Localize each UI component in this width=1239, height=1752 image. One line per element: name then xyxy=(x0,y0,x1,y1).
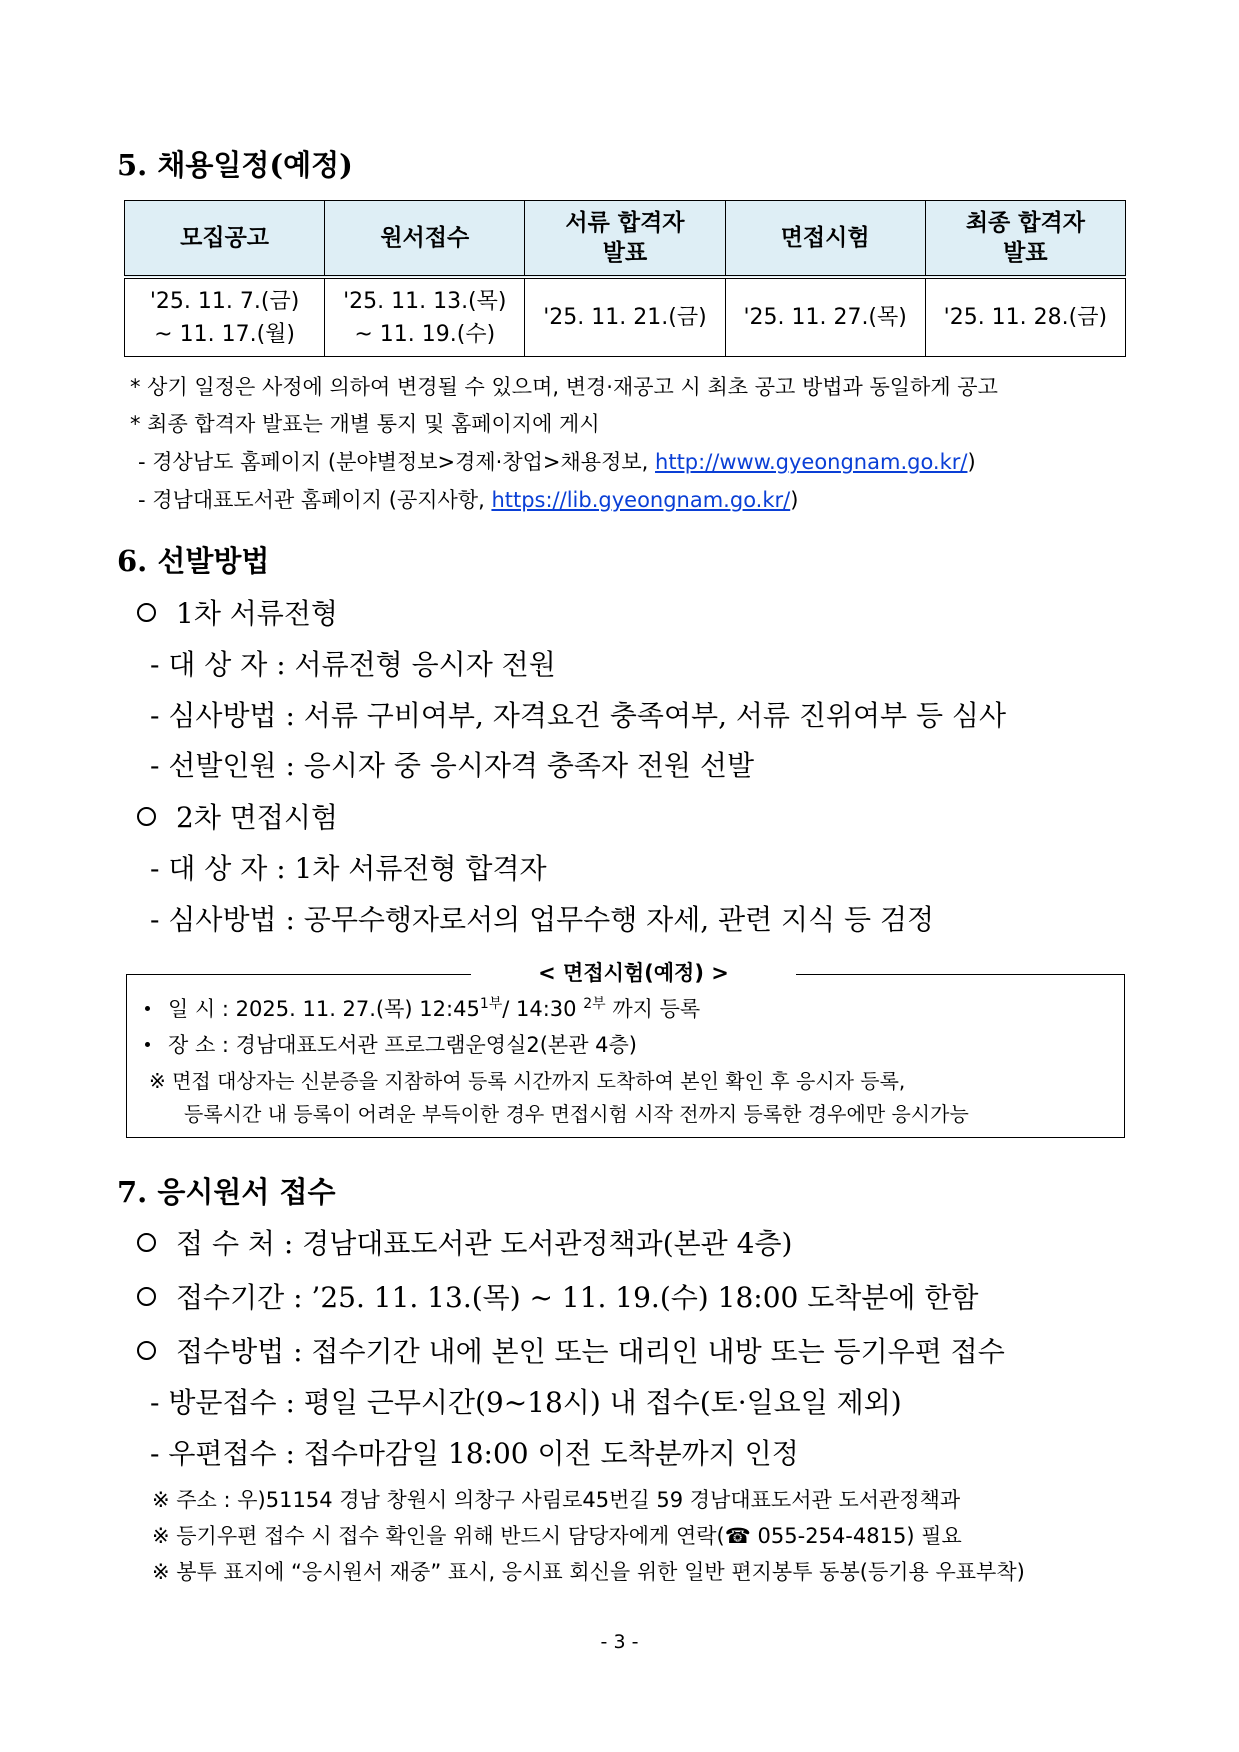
stage1-heading: 1차 서류전형 xyxy=(137,592,338,632)
dot-bullet-icon xyxy=(145,1042,150,1047)
interview-info-box xyxy=(126,961,1125,1138)
section-5-title: 5. 채용일정(예정) xyxy=(117,148,353,182)
date-interview: '25. 11. 27.(목) xyxy=(725,277,925,357)
section-6-title: 6. 선발방법 xyxy=(117,544,270,578)
visit-receipt: - 방문접수 : 평일 근무시간(9~18시) 내 접수(토·일요일 제외) xyxy=(150,1386,902,1419)
mail-receipt: - 우편접수 : 접수마감일 18:00 이전 도착분까지 인정 xyxy=(150,1437,799,1470)
circle-bullet-icon xyxy=(137,807,156,826)
date-document-result: '25. 11. 21.(금) xyxy=(525,277,725,357)
stage1-item-2: - 심사방법 : 서류 구비여부, 자격요건 충족여부, 서류 진위여부 등 심사 xyxy=(150,699,1006,732)
header-recruit-notice: 모집공고 xyxy=(125,201,325,278)
stage2-item-1: - 대 상 자 : 1차 서류전형 합격자 xyxy=(150,852,547,885)
stage1-item-3: - 선발인원 : 응시자 중 응시자격 충족자 전원 선발 xyxy=(150,749,755,782)
circle-bullet-icon xyxy=(137,1233,156,1252)
schedule-date-row xyxy=(125,277,1126,357)
circle-bullet-icon xyxy=(137,1287,156,1306)
interview-note-line-1: ※ 면접 대상자는 신분증을 지참하여 등록 시간까지 도착하여 본인 확인 후 응시자 등록, xyxy=(149,1069,906,1093)
registered-mail-note: ※ 등기우편 접수 시 접수 확인을 위해 반드시 담당자에게 연락(☎ 055-254-4815) 필요 xyxy=(152,1524,962,1548)
header-application: 원서접수 xyxy=(325,201,525,278)
receipt-period: 접수기간 : ’25. 11. 13.(목) ~ 11. 19.(수) 18:00 도착분에 한함 xyxy=(137,1276,978,1316)
header-final-result: 최종 합격자 발표 xyxy=(925,201,1125,278)
link-line-gyeongnam: - 경상남도 홈페이지 (분야별정보>경제·창업>채용정보, http://www.gyeongnam.go.kr/) xyxy=(138,450,976,474)
header-interview: 면접시험 xyxy=(725,201,925,278)
interview-note-line-2: 등록시간 내 등록이 어려운 부득이한 경우 면접시험 시작 전까지 등록한 경우에만 응시가능 xyxy=(184,1102,969,1126)
interview-place: 장 소 : 경남대표도서관 프로그램운영실2(본관 4층) xyxy=(145,1029,637,1059)
schedule-note-1: * 상기 일정은 사정에 의하여 변경될 수 있으며, 변경·재공고 시 최초 공고 방법과 동일하게 공고 xyxy=(130,375,998,399)
page-number: - 3 - xyxy=(600,1631,639,1653)
dot-bullet-icon xyxy=(145,1006,150,1011)
interview-date: 일 시 : 2025. 11. 27.(목) $12:45^{1부}/$ 14:30 $^{2부}$ 까지 등록 xyxy=(145,993,700,1023)
schedule-header-row xyxy=(125,201,1126,278)
date-application: '25. 11. 13.(목) ~ 11. 19.(수) xyxy=(325,277,525,357)
schedule-table xyxy=(124,200,1126,357)
link-line-library: - 경남대표도서관 홈페이지 (공지사항, https://lib.gyeongnam.go.kr/) xyxy=(138,488,799,512)
stage2-heading: 2차 면접시험 xyxy=(137,796,338,836)
receipt-method: 접수방법 : 접수기간 내에 본인 또는 대리인 내방 또는 등기우편 접수 xyxy=(137,1330,1005,1370)
schedule-note-2: * 최종 합격자 발표는 개별 통지 및 홈페이지에 게시 xyxy=(130,412,600,436)
address-note: ※ 주소 : 우)51154 경남 창원시 의창구 사림로45번길 59 경남대표도서관 도서관정책과 xyxy=(152,1488,961,1512)
stage2-item-2: - 심사방법 : 공무수행자로서의 업무수행 자세, 관련 지식 등 검정 xyxy=(150,903,935,936)
circle-bullet-icon xyxy=(137,1341,156,1360)
date-recruit-notice: '25. 11. 7.(금) ~ 11. 17.(월) xyxy=(125,277,325,357)
library-homepage-link[interactable]: https://lib.gyeongnam.go.kr/ xyxy=(491,488,791,512)
interview-box-title: < 면접시험(예정) > xyxy=(471,957,796,987)
envelope-note: ※ 봉투 표지에 “응시원서 재중” 표시, 응시표 회신을 위한 일반 편지봉투 동봉(등기용 우표부착) xyxy=(152,1560,1025,1584)
date-final-result: '25. 11. 28.(금) xyxy=(925,277,1125,357)
header-document-result: 서류 합격자 발표 xyxy=(525,201,725,278)
section-7-title: 7. 응시원서 접수 xyxy=(117,1175,336,1209)
stage1-item-1: - 대 상 자 : 서류전형 응시자 전원 xyxy=(150,648,556,681)
circle-bullet-icon xyxy=(137,603,156,622)
receipt-place: 접 수 처 : 경남대표도서관 도서관정책과(본관 4층) xyxy=(137,1222,792,1262)
gyeongnam-homepage-link[interactable]: http://www.gyeongnam.go.kr/ xyxy=(655,450,968,474)
